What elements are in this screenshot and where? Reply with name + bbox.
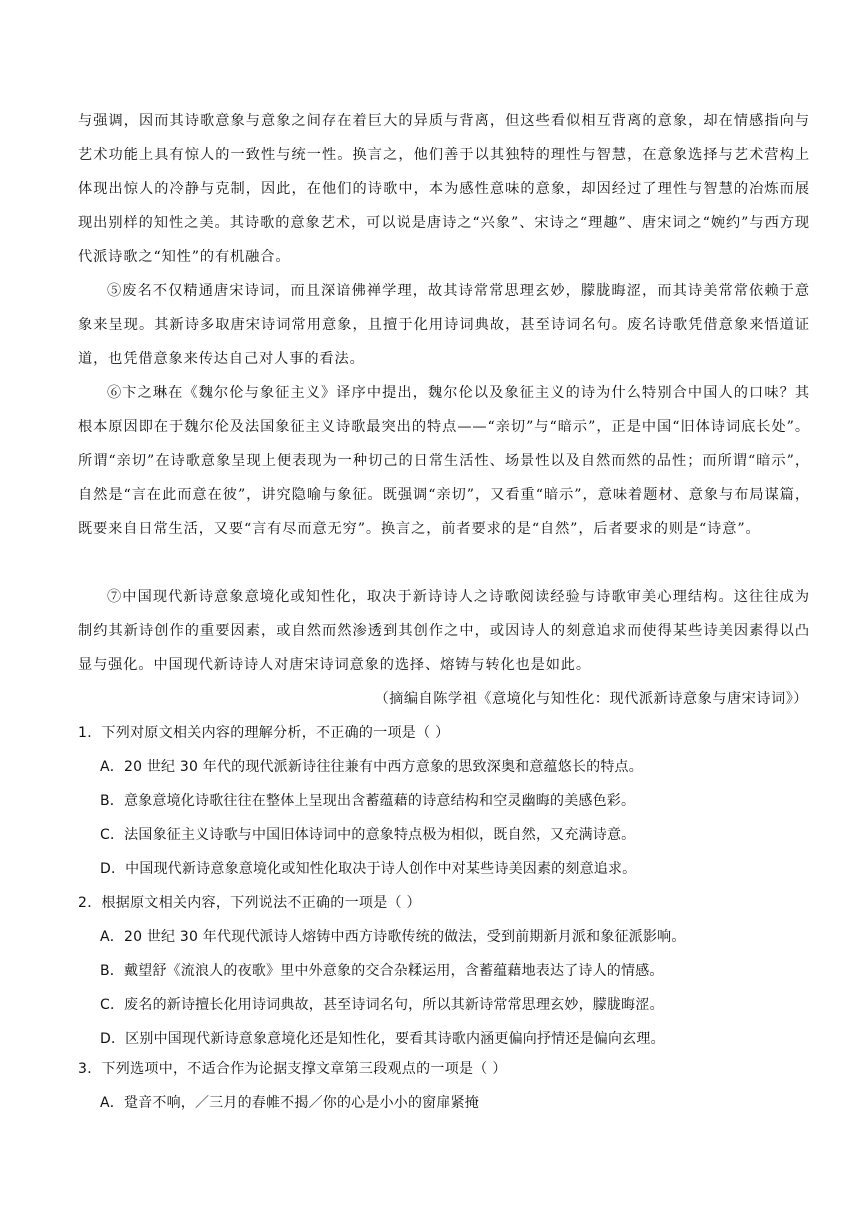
question-1-option-a: A．20 世纪 30 年代的现代派新诗往往兼有中西方意象的思致深奥和意蕴悠长的特点。 — [100, 759, 643, 775]
question-2-option-b: B．戴望舒《流浪人的夜歌》里中外意象的交合杂糅运用，含蓄蕴藉地表达了诗人的情感。 — [100, 963, 664, 979]
question-2-option-a: A．20 世纪 30 年代现代派诗人熔铸中西方诗歌传统的做法，受到前期新月派和象征派影响。 — [100, 929, 686, 945]
passage-paragraph-6: ⑥卞之琳在《魏尔伦与象征主义》译序中提出，魏尔伦以及象征主义的诗为什么特别合中国人的口味？其根本原因即在于魏尔伦及法国象征主义诗歌最突出的特点——“亲切”与“暗示”，正是中国“旧体诗词底长处”。所谓“亲切”在诗歌意象呈现上便表现为一种切己的日常生活性、场景性以及自然而然的品性；而所谓“暗示”，自然是“言在此而意在彼”，讲究隐喻与象征。既强调“亲切”，又看重“暗示”，意味着题材、意象与布局谋篇，既要来自日常生活，又要“言有尽而意无穷”。换言之，前者要求的是“自然”，后者要求的则是“诗意”。 — [78, 385, 810, 537]
passage-source-citation: （摘编自陈学祖《意境化与知性化：现代派新诗意象与唐宋诗词》） — [374, 691, 808, 707]
passage-paragraph-5: ⑤废名不仅精通唐宋诗词，而且深谙佛禅学理，故其诗常常思理玄妙，朦胧晦涩，而其诗美常常依赖于意象来呈现。其新诗多取唐宋诗词常用意象，且擅于化用诗词典故，甚至诗词名句。废名诗歌凭借意象来悟道证道，也凭借意象来传达自己对人事的看法。 — [78, 283, 810, 367]
question-1-stem: 1．下列对原文相关内容的理解分析，不正确的一项是（ ） — [78, 725, 450, 741]
question-2-option-d: D．区别中国现代新诗意象意境化还是知性化，要看其诗歌内涵更偏向抒情还是偏向玄理。 — [100, 1031, 665, 1047]
question-2-stem: 2．根据原文相关内容，下列说法不正确的一项是（ ） — [78, 895, 421, 911]
question-3-stem: 3．下列选项中，不适合作为论据支撑文章第三段观点的一项是（ ） — [78, 1061, 507, 1077]
question-3-option-a: A．跫音不响，／三月的春帷不揭／你的心是小小的窗扉紧掩 — [100, 1095, 479, 1111]
question-1-option-d: D．中国现代新诗意象意境化或知性化取决于诗人创作中对某些诗美因素的刻意追求。 — [100, 861, 637, 877]
question-1-option-b: B．意象意境化诗歌往往在整体上呈现出含蓄蕴藉的诗意结构和空灵幽晦的美感色彩。 — [100, 793, 636, 809]
question-1-option-c: C．法国象征主义诗歌与中国旧体诗词中的意象特点极为相似，既自然，又充满诗意。 — [100, 827, 636, 843]
passage-paragraph-continuation: 与强调，因而其诗歌意象与意象之间存在着巨大的异质与背离，但这些看似相互背离的意象，却在情感指向与艺术功能上具有惊人的一致性与统一性。换言之，他们善于以其独特的理性与智慧，在意象选择与艺术营构上体现出惊人的冷静与克制，因此，在他们的诗歌中，本为感性意味的意象，却因经过了理性与智慧的冶炼而展现出别样的知性之美。其诗歌的意象艺术，可以说是唐诗之“兴象”、宋诗之“理趣”、唐宋词之“婉约”与西方现代派诗歌之“知性”的有机融合。 — [78, 113, 810, 265]
question-2-option-c: C．废名的新诗擅长化用诗词典故，甚至诗词名句，所以其新诗常常思理玄妙，朦胧晦涩。 — [100, 997, 664, 1013]
passage-paragraph-7: ⑦中国现代新诗意象意境化或知性化，取决于新诗诗人之诗歌阅读经验与诗歌审美心理结构。这往往成为制约其新诗创作的重要因素，或自然而然渗透到其创作之中，或因诗人的刻意追求而使得某些诗美因素得以凸显与强化。中国现代新诗诗人对唐宋诗词意象的选择、熔铸与转化也是如此。 — [78, 589, 810, 673]
